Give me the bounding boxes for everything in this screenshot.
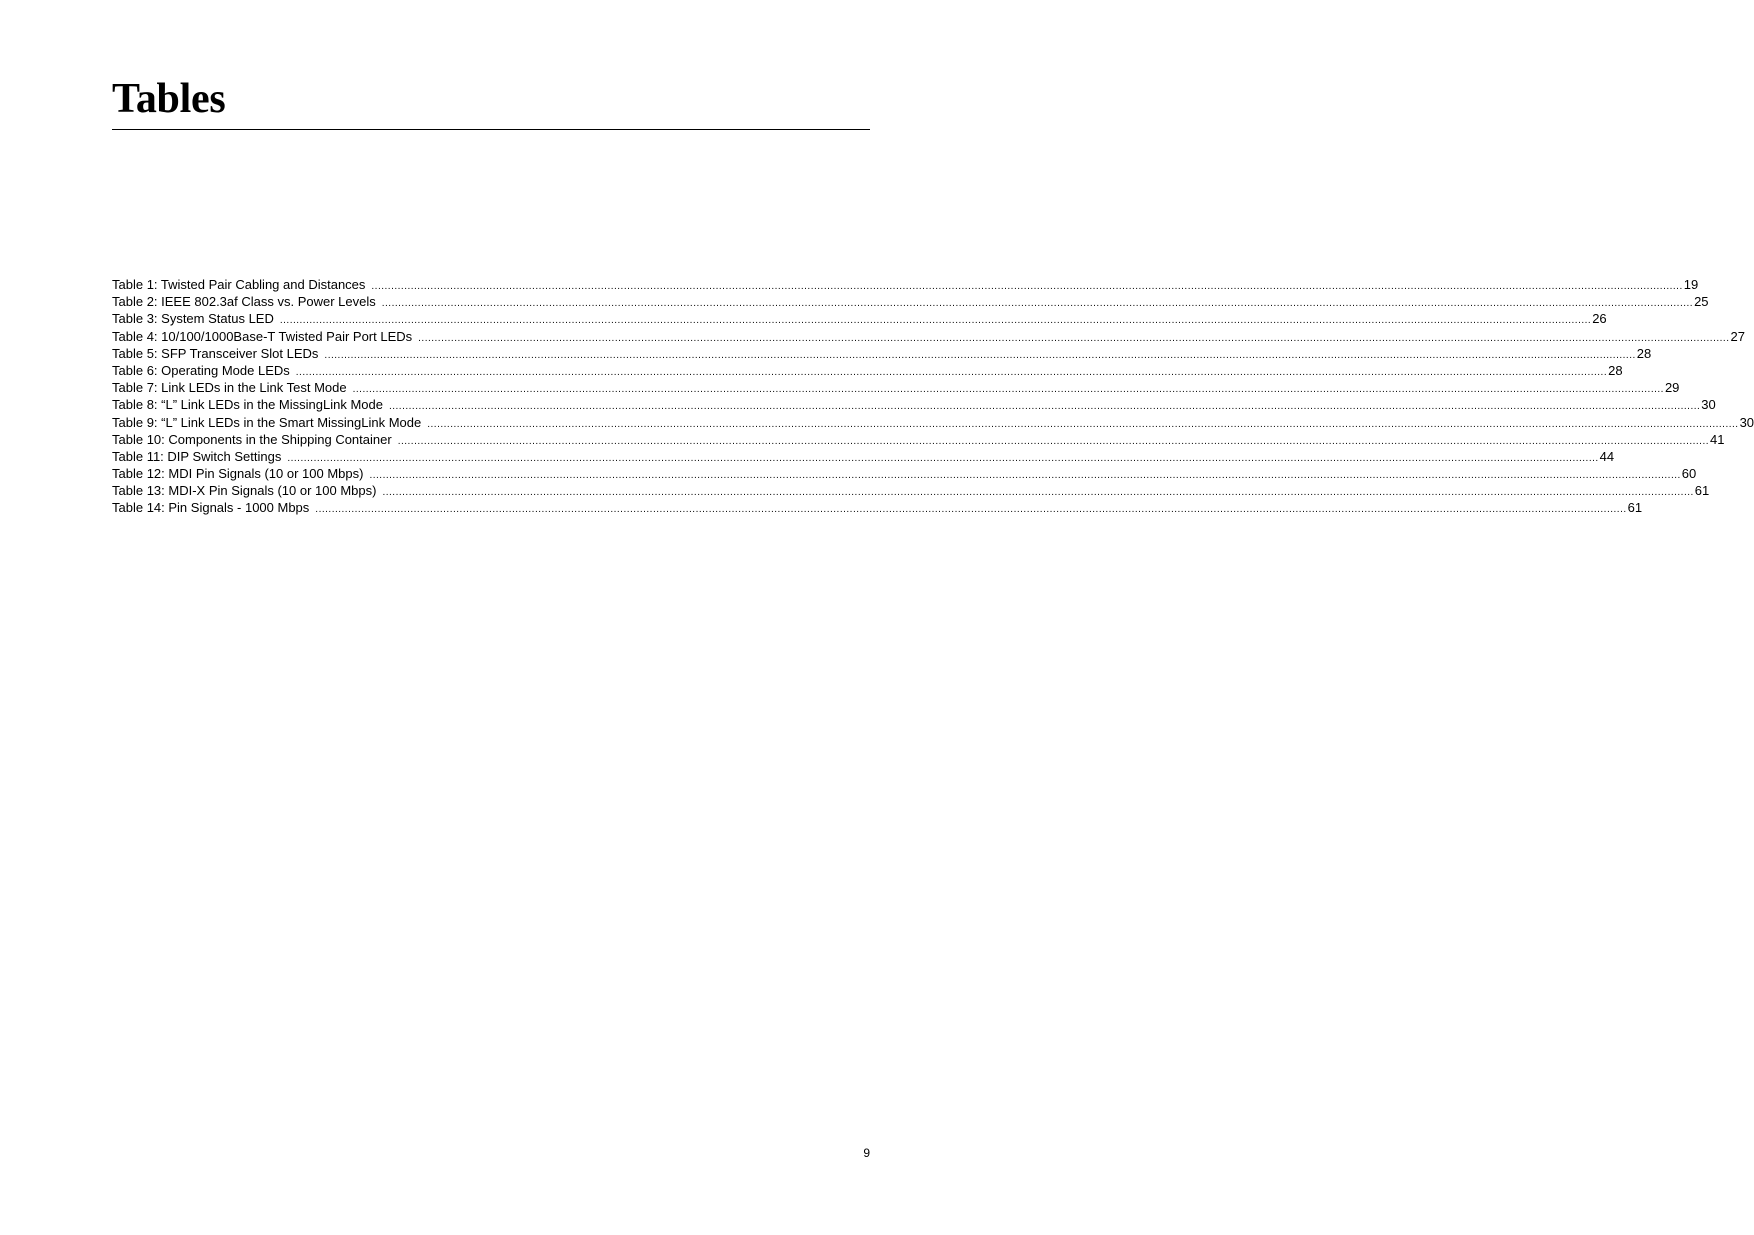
toc-entry-page: 26 [1592, 311, 1607, 327]
toc-entry-page: 30 [1739, 414, 1754, 430]
toc-entry-label: Table 7: Link LEDs in the Link Test Mode [112, 380, 347, 396]
toc-entry-page: 61 [1694, 483, 1710, 499]
dot-leader: ................................................................................................................................................................................................................................................................................................................................................................................................................ [382, 487, 1694, 499]
dot-leader: ................................................................................................................................................................................................................................................................................................................................................................................................................ [324, 349, 1636, 361]
toc-entry[interactable] [112, 396, 1716, 413]
title-divider [112, 129, 870, 130]
dot-leader: ................................................................................................................................................................................................................................................................................................................................................................................................................ [295, 366, 1608, 378]
toc-entry-page: 41 [1710, 431, 1725, 447]
toc-entry-label: Table 12: MDI Pin Signals (10 or 100 Mbps) [112, 466, 364, 482]
toc-entry[interactable] [112, 293, 1709, 310]
toc-entry-label: Table 9: “L” Link LEDs in the Smart MissingLink Mode [112, 414, 422, 430]
dot-leader: ................................................................................................................................................................................................................................................................................................................................................................................................................ [397, 435, 1710, 447]
dot-leader: ................................................................................................................................................................................................................................................................................................................................................................................................................ [427, 418, 1739, 430]
toc-entry[interactable] [112, 276, 1699, 293]
toc-entry-label: Table 14: Pin Signals - 1000 Mbps [112, 500, 310, 516]
page-number: 9 [863, 1146, 870, 1160]
toc-entry[interactable] [112, 345, 1652, 362]
toc-entry[interactable] [112, 465, 1697, 482]
table-of-tables [112, 276, 1754, 517]
toc-entry-page: 19 [1683, 277, 1699, 292]
toc-entry-page: 27 [1730, 328, 1745, 344]
toc-entry-label: Table 4: 10/100/1000Base-T Twisted Pair Port LEDs [112, 328, 413, 344]
toc-entry[interactable] [112, 414, 1754, 431]
toc-entry-label: Table 10: Components in the Shipping Container [112, 431, 392, 447]
dot-leader: ................................................................................................................................................................................................................................................................................................................................................................................................................ [418, 332, 1730, 344]
toc-entry[interactable] [112, 448, 1615, 465]
dot-leader: ................................................................................................................................................................................................................................................................................................................................................................................................................ [369, 470, 1681, 482]
toc-entry[interactable] [112, 310, 1607, 327]
page-title: Tables [112, 76, 226, 122]
toc-entry[interactable] [112, 482, 1710, 499]
toc-entry[interactable] [112, 379, 1680, 396]
toc-entry-page: 61 [1627, 500, 1643, 516]
toc-entry-label: Table 1: Twisted Pair Cabling and Distances [112, 277, 366, 292]
dot-leader: ................................................................................................................................................................................................................................................................................................................................................................................................................ [279, 315, 1592, 327]
toc-entry-page: 25 [1694, 294, 1709, 310]
toc-entry[interactable] [112, 328, 1745, 345]
toc-entry[interactable] [112, 362, 1623, 379]
toc-entry-page: 29 [1664, 380, 1680, 396]
dot-leader: ................................................................................................................................................................................................................................................................................................................................................................................................................ [315, 504, 1627, 516]
toc-entry-page: 30 [1701, 397, 1716, 413]
dot-leader: ................................................................................................................................................................................................................................................................................................................................................................................................................ [371, 281, 1683, 292]
toc-entry-label: Table 6: Operating Mode LEDs [112, 362, 290, 378]
toc-entry[interactable] [112, 431, 1725, 448]
toc-entry-label: Table 13: MDI-X Pin Signals (10 or 100 Mbps) [112, 483, 377, 499]
dot-leader: ................................................................................................................................................................................................................................................................................................................................................................................................................ [381, 298, 1694, 310]
toc-entry-page: 28 [1636, 345, 1652, 361]
dot-leader: ................................................................................................................................................................................................................................................................................................................................................................................................................ [388, 401, 1701, 413]
toc-entry-page: 28 [1608, 362, 1623, 378]
toc-entry-label: Table 8: “L” Link LEDs in the MissingLink Mode [112, 397, 383, 413]
dot-leader: ................................................................................................................................................................................................................................................................................................................................................................................................................ [287, 452, 1599, 464]
dot-leader: ................................................................................................................................................................................................................................................................................................................................................................................................................ [352, 384, 1664, 396]
toc-entry-label: Table 2: IEEE 802.3af Class vs. Power Levels [112, 294, 376, 310]
toc-entry-label: Table 11: DIP Switch Settings [112, 448, 282, 464]
toc-entry-label: Table 5: SFP Transceiver Slot LEDs [112, 345, 319, 361]
toc-entry-label: Table 3: System Status LED [112, 311, 274, 327]
toc-entry[interactable] [112, 499, 1643, 516]
toc-entry-page: 60 [1681, 466, 1697, 482]
toc-entry-page: 44 [1599, 448, 1615, 464]
